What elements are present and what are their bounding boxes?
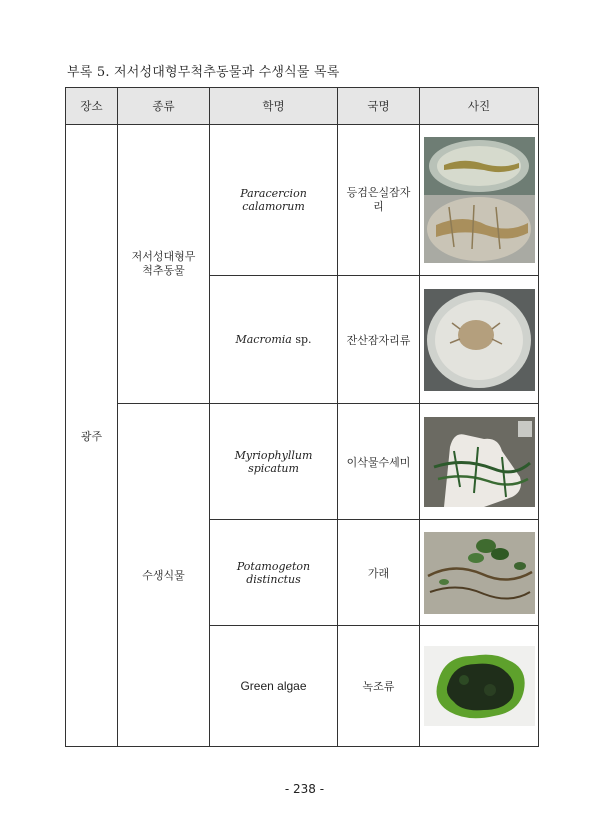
table-row bbox=[66, 125, 539, 276]
korean-name-cell: 녹조류 bbox=[338, 626, 420, 747]
korean-name-cell: 가래 bbox=[338, 520, 420, 626]
category-cell: 수생식물 bbox=[118, 404, 210, 747]
photo-cell bbox=[420, 276, 539, 404]
dragonfly-larva-photo bbox=[424, 289, 535, 391]
green-algae-photo bbox=[424, 646, 535, 726]
place-cell: 광주 bbox=[66, 125, 118, 747]
damselfly-larva-photo bbox=[424, 137, 535, 263]
header-category: 종류 bbox=[118, 88, 210, 125]
korean-name-cell: 등검은실잠자리 bbox=[338, 125, 420, 276]
scientific-name-cell: Macromia sp. bbox=[210, 276, 338, 404]
photo-cell bbox=[420, 626, 539, 747]
header-korean-name: 국명 bbox=[338, 88, 420, 125]
header-scientific-name: 학명 bbox=[210, 88, 338, 125]
photo-cell bbox=[420, 404, 539, 520]
myriophyllum-photo bbox=[424, 417, 535, 507]
scientific-name-cell: Potamogeton distinctus bbox=[210, 520, 338, 626]
species-table bbox=[65, 87, 539, 747]
table-row bbox=[66, 404, 539, 520]
scientific-name-cell: Myriophyllum spicatum bbox=[210, 404, 338, 520]
category-cell: 저서성대형무척추동물 bbox=[118, 125, 210, 404]
photo-cell bbox=[420, 520, 539, 626]
scientific-name-cell: Green algae bbox=[210, 626, 338, 747]
korean-name-cell: 이삭물수세미 bbox=[338, 404, 420, 520]
potamogeton-photo bbox=[424, 532, 535, 614]
header-row bbox=[66, 88, 539, 125]
header-place: 장소 bbox=[66, 88, 118, 125]
photo-cell bbox=[420, 125, 539, 276]
page-number: - 238 - bbox=[284, 782, 325, 796]
korean-name-cell: 잔산잠자리류 bbox=[338, 276, 420, 404]
scientific-name-cell: Paracercion calamorum bbox=[210, 125, 338, 276]
header-photo: 사진 bbox=[420, 88, 539, 125]
page-title: 부록 5. 저서성대형무척추동물과 수생식물 목록 bbox=[67, 65, 340, 80]
